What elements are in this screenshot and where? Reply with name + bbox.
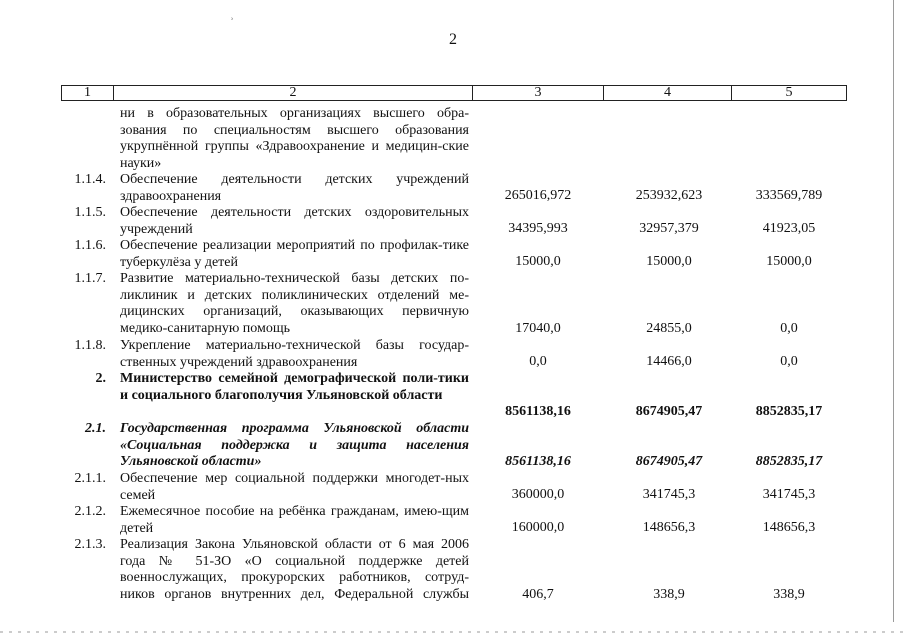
row-number: 2.1.: [85, 421, 106, 436]
row-value-col4: 8674905,47: [635, 454, 703, 469]
column-header-5: 5: [732, 86, 847, 101]
column-header-1: 1: [62, 86, 114, 101]
row-value-col3: 15000,0: [515, 254, 561, 269]
row-name: Ежемесячное пособие на ребёнка гражданам, имею-щим детей: [120, 504, 469, 536]
row-value-col5: 15000,0: [766, 254, 812, 269]
row-value-col3: 160000,0: [511, 520, 565, 535]
scan-mark: ʾ: [230, 15, 234, 29]
row-value-col3: 406,7: [522, 587, 554, 602]
row-value-col3: 265016,972: [504, 188, 572, 203]
row-value-col5: 148656,3: [762, 520, 816, 535]
row-name: ни в образовательных организациях высшего обра-зования по специальностям высшего образования укрупнённой группы «Здравоохранение и медицин-ские науки»: [120, 106, 469, 171]
row-name: Обеспечение деятельности детских учреждений здравоохранения: [120, 172, 469, 204]
column-header-row: [62, 86, 847, 101]
column-header-4: 4: [604, 86, 732, 101]
row-value-col4: 253932,623: [635, 188, 703, 203]
row-name: Государственная программа Ульяновской области «Социальная поддержка и защита населения Ульяновской области»: [120, 421, 469, 469]
row-value-col3: 8561138,16: [505, 454, 571, 469]
row-name: Реализация Закона Ульяновской области от 6 мая 2006 года № 51-ЗО «О социальной поддержке детей военнослужащих, прокурорских работников, сотруд-ников органов внутренних дел, Федеральной службы: [120, 537, 469, 602]
row-number: 2.1.1.: [74, 471, 106, 486]
row-value-col3: 0,0: [529, 354, 547, 369]
row-number: 1.1.5.: [74, 205, 106, 220]
row-value-col4: 148656,3: [642, 520, 696, 535]
row-value-col4: 341745,3: [642, 487, 696, 502]
row-value-col4: 15000,0: [646, 254, 692, 269]
row-value-col4: 14466,0: [646, 354, 692, 369]
row-number: 1.1.6.: [74, 238, 106, 253]
row-name: Обеспечение деятельности детских оздоровительных учреждений: [120, 205, 469, 237]
row-value-col5: 0,0: [780, 354, 798, 369]
row-name: Укрепление материально-технической базы государ-ственных учреждений здравоохранения: [120, 338, 469, 370]
row-value-col4: 24855,0: [646, 321, 692, 336]
row-number: 1.1.8.: [74, 338, 106, 353]
row-name: Развитие материально-технической базы детских по-ликлиник и детских поликлинических отделений ме-дицинских организаций, оказывающих первичную медико-санитарную помощь: [120, 271, 469, 336]
row-number: 1.1.7.: [74, 271, 106, 286]
row-value-col5: 8852835,17: [755, 404, 823, 419]
row-value-col5: 341745,3: [762, 487, 816, 502]
row-value-col3: 360000,0: [511, 487, 565, 502]
row-name: Обеспечение мер социальной поддержки многодет-ных семей: [120, 471, 469, 503]
page-border-right: [893, 0, 894, 622]
row-name: Обеспечение реализации мероприятий по профилак-тике туберкулёза у детей: [120, 238, 469, 270]
row-value-col3: 17040,0: [515, 321, 561, 336]
row-number: 2.: [95, 371, 106, 386]
row-value-col3: 34395,993: [508, 221, 568, 236]
row-value-col5: 41923,05: [762, 221, 816, 236]
row-value-col5: 333569,789: [755, 188, 823, 203]
row-name: Министерство семейной демографической поли-тики и социального благополучия Ульяновской области: [120, 371, 469, 403]
column-header-2: 2: [114, 86, 473, 101]
column-header-table: [61, 85, 847, 101]
row-number: 1.1.4.: [74, 172, 106, 187]
row-number: 2.1.2.: [74, 504, 106, 519]
row-value-col5: 8852835,17: [755, 454, 823, 469]
column-header-3: 3: [473, 86, 604, 101]
row-value-col4: 338,9: [653, 587, 685, 602]
row-value-col5: 338,9: [773, 587, 805, 602]
row-value-col4: 32957,379: [639, 221, 699, 236]
row-value-col4: 8674905,47: [635, 404, 703, 419]
row-value-col3: 8561138,16: [505, 404, 571, 419]
scan-edge-noise: [0, 631, 905, 633]
row-value-col5: 0,0: [780, 321, 798, 336]
page-number: 2: [449, 31, 457, 48]
row-number: 2.1.3.: [74, 537, 106, 552]
